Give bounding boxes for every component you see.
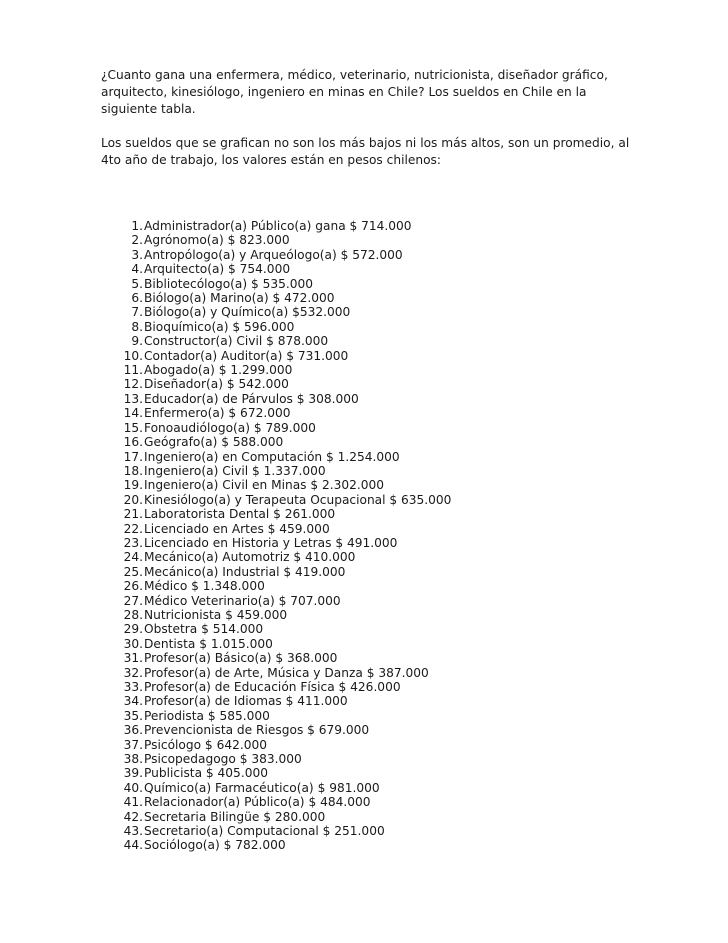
salary-list-item	[100, 406, 451, 420]
list-item-number: 4.	[131, 262, 143, 277]
list-item-text: Agrónomo(a) $ 823.000	[144, 233, 290, 248]
list-item-text: Médico Veterinario(a) $ 707.000	[144, 593, 341, 608]
list-item-text: Médico $ 1.348.000	[144, 579, 265, 594]
list-item-number: 44.	[123, 838, 143, 853]
list-item-number: 33.	[123, 680, 143, 694]
salary-list-item	[100, 838, 451, 852]
list-item-text: Ingeniero(a) en Computación $ 1.254.000	[144, 449, 400, 464]
salary-list-item	[100, 781, 451, 795]
list-item-text: Profesor(a) Básico(a) $ 368.000	[144, 651, 338, 666]
list-item-text: Geógrafo(a) $ 588.000	[144, 435, 284, 450]
list-item-number: 35.	[123, 708, 143, 723]
salary-list-item	[100, 723, 451, 737]
list-item-number: 20.	[123, 492, 143, 507]
salary-list-item	[100, 219, 451, 233]
list-item-text: Laboratorista Dental $ 261.000	[144, 507, 336, 522]
list-item-number: 17.	[123, 449, 143, 464]
list-item-text: Profesor(a) de Educación Física $ 426.000	[144, 680, 401, 694]
salary-list-item	[100, 507, 451, 521]
list-item-number: 7.	[131, 305, 143, 320]
salary-list-item	[100, 550, 451, 564]
list-item-number: 30.	[123, 636, 143, 651]
list-item-number: 39.	[123, 766, 143, 781]
list-item-number: 26.	[123, 579, 143, 594]
salary-list-item	[100, 637, 451, 651]
list-item-text: Mecánico(a) Industrial $ 419.000	[144, 564, 346, 579]
salary-list-item	[100, 262, 451, 276]
list-item-number: 37.	[123, 737, 143, 752]
salary-list-item	[100, 666, 451, 680]
list-item-number: 9.	[131, 334, 143, 349]
list-item-number: 32.	[123, 665, 143, 680]
list-item-text: Profesor(a) de Arte, Música y Danza $ 387.000	[144, 665, 429, 680]
list-item-text: Enfermero(a) $ 672.000	[144, 406, 291, 421]
salary-list-item	[100, 680, 451, 694]
salary-list-item	[100, 738, 451, 752]
list-item-number: 22.	[123, 521, 143, 536]
list-item-text: Obstetra $ 514.000	[144, 622, 264, 637]
list-item-text: Publicista $ 405.000	[144, 766, 268, 781]
salary-list-item	[100, 478, 451, 492]
list-item-number: 41.	[123, 795, 143, 810]
salary-list-item	[100, 709, 451, 723]
list-item-text: Licenciado en Artes $ 459.000	[144, 521, 330, 536]
salary-list-item	[100, 464, 451, 478]
salary-list-item	[100, 579, 451, 593]
list-item-number: 3.	[131, 247, 143, 262]
list-item-text: Nutricionista $ 459.000	[144, 607, 288, 622]
list-item-text: Ingeniero(a) Civil en Minas $ 2.302.000	[144, 478, 385, 493]
salary-list-item	[100, 349, 451, 363]
list-item-text: Mecánico(a) Automotriz $ 410.000	[144, 550, 356, 565]
list-item-number: 2.	[131, 233, 143, 248]
salary-list-item	[100, 594, 451, 608]
list-item-text: Profesor(a) de Idiomas $ 411.000	[144, 694, 348, 709]
list-item-text: Kinesiólogo(a) y Terapeuta Ocupacional $ 635.000	[144, 492, 452, 507]
list-item-text: Secretaria Bilingüe $ 280.000	[144, 809, 326, 824]
list-item-text: Prevencionista de Riesgos $ 679.000	[144, 723, 370, 738]
list-item-text: Ingeniero(a) Civil $ 1.337.000	[144, 463, 326, 478]
intro-paragraph-explanation: Los sueldos que se grafican no son los más bajos ni los más altos, son un promedio, al 4to año de trabajo, los valores están en pesos chilenos:	[101, 136, 630, 167]
list-item-text: Psicopedagogo $ 383.000	[144, 752, 302, 767]
list-item-text: Educador(a) de Párvulos $ 308.000	[144, 391, 359, 406]
salary-list-item	[100, 522, 451, 536]
list-item-number: 6.	[131, 291, 143, 306]
list-item-text: Administrador(a) Público(a) gana $ 714.000	[144, 219, 412, 233]
salary-list-item	[100, 435, 451, 449]
salary-list-item	[100, 795, 451, 809]
salary-list-item	[100, 291, 451, 305]
list-item-text: Químico(a) Farmacéutico(a) $ 981.000	[144, 780, 380, 795]
list-item-number: 21.	[123, 507, 143, 522]
intro-paragraph-question: ¿Cuanto gana una enfermera, médico, veterinario, nutricionista, diseñador gráfico, arquitecto, kinesiólogo, ingeniero en minas en Chile? Los sueldos en Chile en la siguiente tabla.	[101, 68, 608, 116]
list-item-number: 19.	[123, 478, 143, 493]
salary-list-item	[100, 305, 451, 319]
list-item-number: 36.	[123, 723, 143, 738]
list-item-text: Psicólogo $ 642.000	[144, 737, 267, 752]
list-item-number: 38.	[123, 752, 143, 767]
salary-list	[100, 219, 451, 853]
list-item-text: Bioquímico(a) $ 596.000	[144, 319, 295, 334]
salary-list-item	[100, 565, 451, 579]
list-item-text: Periodista $ 585.000	[144, 708, 270, 723]
salary-list-item	[100, 421, 451, 435]
salary-list-item	[100, 766, 451, 780]
salary-list-item	[100, 824, 451, 838]
list-item-number: 13.	[123, 391, 143, 406]
salary-list-item	[100, 248, 451, 262]
list-item-number: 23.	[123, 535, 143, 550]
list-item-number: 29.	[123, 622, 143, 637]
salary-list-item	[100, 493, 451, 507]
list-item-number: 25.	[123, 564, 143, 579]
list-item-text: Fonoaudiólogo(a) $ 789.000	[144, 420, 316, 435]
salary-list-item	[100, 536, 451, 550]
list-item-number: 42.	[123, 809, 143, 824]
salary-list-item	[100, 651, 451, 665]
salary-list-item	[100, 392, 451, 406]
list-item-number: 10.	[123, 348, 143, 363]
list-item-number: 31.	[123, 651, 143, 666]
list-item-text: Diseñador(a) $ 542.000	[144, 377, 289, 392]
salary-list-item	[100, 334, 451, 348]
salary-list-item	[100, 752, 451, 766]
list-item-number: 18.	[123, 463, 143, 478]
salary-list-item	[100, 233, 451, 247]
list-item-text: Sociólogo(a) $ 782.000	[144, 838, 286, 853]
salary-list-item	[100, 450, 451, 464]
salary-list-item	[100, 277, 451, 291]
salary-list-item	[100, 363, 451, 377]
list-item-text: Antropólogo(a) y Arqueólogo(a) $ 572.000	[144, 247, 403, 262]
list-item-text: Bibliotecólogo(a) $ 535.000	[144, 276, 314, 291]
list-item-number: 34.	[123, 694, 143, 709]
salary-list-item	[100, 694, 451, 708]
salary-list-item	[100, 377, 451, 391]
list-item-number: 28.	[123, 607, 143, 622]
list-item-number: 1.	[131, 219, 143, 233]
list-item-text: Abogado(a) $ 1.299.000	[144, 363, 293, 378]
list-item-text: Biólogo(a) y Químico(a) $532.000	[144, 305, 351, 320]
list-item-number: 16.	[123, 435, 143, 450]
list-item-text: Constructor(a) Civil $ 878.000	[144, 334, 329, 349]
list-item-text: Relacionador(a) Público(a) $ 484.000	[144, 795, 371, 810]
list-item-number: 11.	[123, 363, 143, 378]
list-item-number: 8.	[131, 319, 143, 334]
list-item-number: 14.	[123, 406, 143, 421]
list-item-number: 43.	[123, 824, 143, 839]
list-item-number: 40.	[123, 780, 143, 795]
salary-list-item	[100, 608, 451, 622]
list-item-text: Contador(a) Auditor(a) $ 731.000	[144, 348, 349, 363]
intro-text	[101, 67, 641, 169]
list-item-number: 27.	[123, 593, 143, 608]
list-item-text: Secretario(a) Computacional $ 251.000	[144, 824, 385, 839]
list-item-text: Licenciado en Historia y Letras $ 491.000	[144, 535, 398, 550]
list-item-number: 5.	[131, 276, 143, 291]
salary-list-item	[100, 622, 451, 636]
list-item-number: 12.	[123, 377, 143, 392]
salary-list-item	[100, 810, 451, 824]
list-item-text: Biólogo(a) Marino(a) $ 472.000	[144, 291, 335, 306]
list-item-text: Dentista $ 1.015.000	[144, 636, 273, 651]
list-item-number: 15.	[123, 420, 143, 435]
list-item-text: Arquitecto(a) $ 754.000	[144, 262, 291, 277]
salary-list-item	[100, 320, 451, 334]
list-item-number: 24.	[123, 550, 143, 565]
